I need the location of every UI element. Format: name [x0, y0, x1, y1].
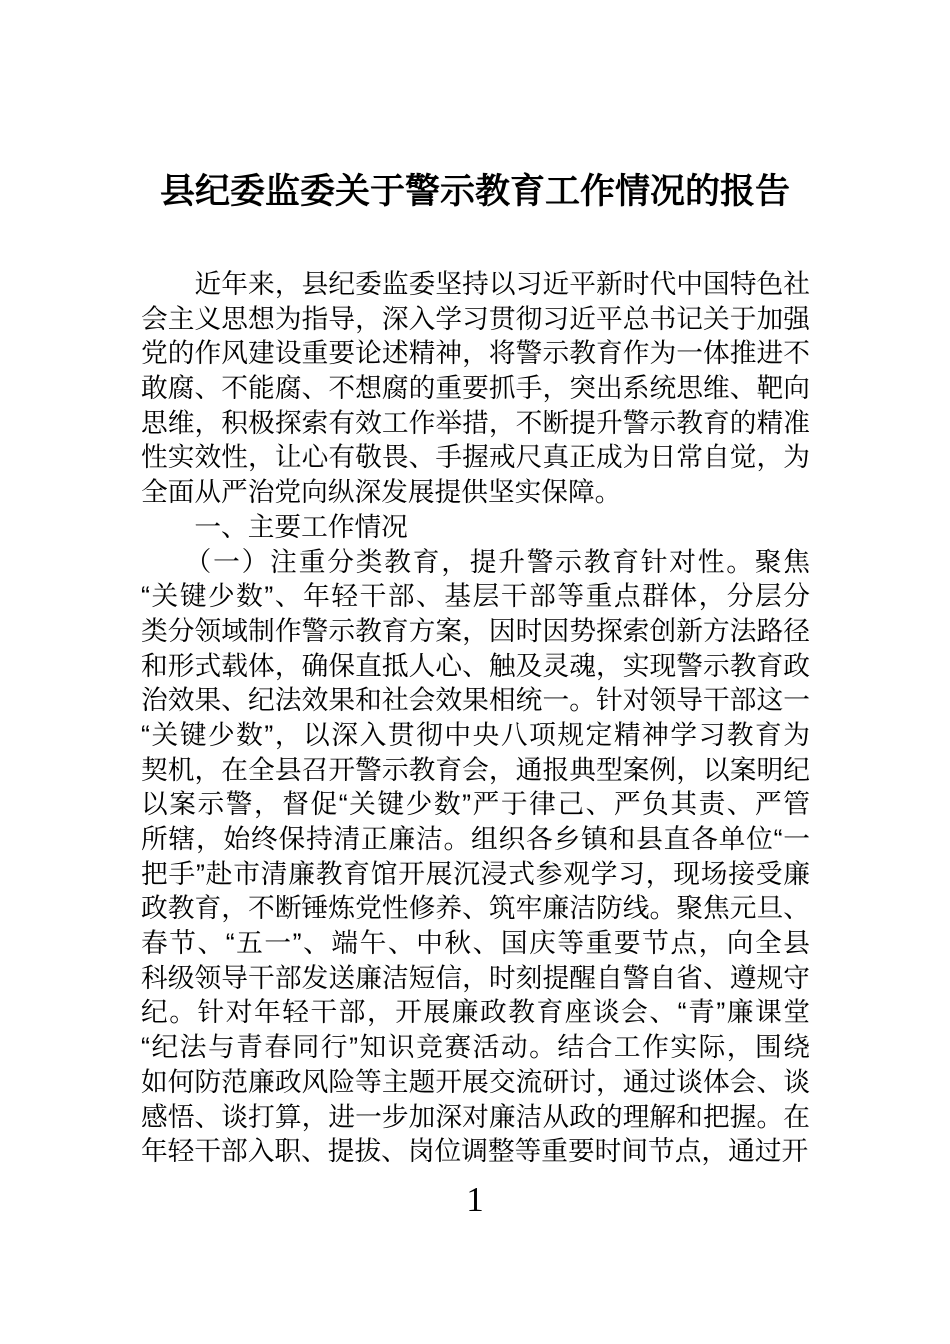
text-line: 性实效性，让心有敬畏、手握戒尺真正成为日常自觉，为 — [141, 442, 810, 473]
paragraph — [141, 510, 810, 545]
text-line: “关键少数”，以深入贯彻中央八项规定精神学习教育为 — [141, 719, 810, 750]
text-line: “纪法与青春同行”知识竞赛活动。结合工作实际，围绕 — [141, 1032, 810, 1063]
paragraph — [141, 267, 810, 510]
text-line: 纪。针对年轻干部，开展廉政教育座谈会、“青”廉课堂 — [141, 997, 810, 1028]
page-number: 1 — [466, 1180, 484, 1219]
text-line: 科级领导干部发送廉洁短信，时刻提醒自警自省、遵规守 — [141, 962, 810, 993]
document-body — [141, 267, 810, 1169]
text-line: 以案示警，督促“关键少数”严于律己、严负其责、严管 — [141, 789, 810, 820]
text-line: （一）注重分类教育，提升警示教育针对性。聚焦 — [141, 546, 810, 577]
text-line: 一、主要工作情况 — [141, 511, 408, 542]
text-line: 所辖，始终保持清正廉洁。组织各乡镇和县直各单位“一 — [141, 824, 810, 854]
text-line: 年轻干部入职、提拔、岗位调整等重要时间节点，通过开 — [141, 1136, 809, 1167]
text-line: 思维，积极探索有效工作举措，不断提升警示教育的精准 — [141, 407, 810, 438]
text-line: 近年来，县纪委监委坚持以习近平新时代中国特色社 — [141, 269, 810, 299]
text-line: 类分领域制作警示教育方案，因时因势探索创新方法路径 — [141, 615, 810, 646]
text-line: “关键少数”、年轻干部、基层干部等重点群体，分层分 — [141, 581, 810, 612]
document-title: 县纪委监委关于警示教育工作情况的报告 — [159, 172, 790, 211]
text-line: 敢腐、不能腐、不想腐的重要抓手，突出系统思维、靶向 — [141, 373, 810, 404]
text-line: 把手”赴市清廉教育馆开展沉浸式参观学习，现场接受廉 — [141, 858, 810, 889]
text-line: 会主义思想为指导，深入学习贯彻习近平总书记关于加强 — [141, 303, 810, 334]
text-line: 全面从严治党向纵深发展提供坚实保障。 — [141, 477, 622, 508]
text-line: 治效果、纪法效果和社会效果相统一。针对领导干部这一 — [141, 685, 810, 716]
text-line: 政教育，不断锤炼党性修养、筑牢廉洁防线。聚焦元旦、 — [141, 893, 810, 924]
text-line: 如何防范廉政风险等主题开展交流研讨，通过谈体会、谈 — [141, 1066, 810, 1097]
text-line: 感悟、谈打算，进一步加深对廉洁从政的理解和把握。在 — [141, 1101, 810, 1132]
text-line: 党的作风建设重要论述精神，将警示教育作为一体推进不 — [141, 338, 810, 369]
text-line: 春节、“五一”、端午、中秋、国庆等重要节点，向全县 — [141, 928, 810, 959]
paragraph — [141, 545, 810, 1169]
text-line: 契机，在全县召开警示教育会，通报典型案例，以案明纪 — [141, 754, 810, 785]
text-line: 和形式载体，确保直抵人心、触及灵魂，实现警示教育政 — [141, 650, 810, 681]
